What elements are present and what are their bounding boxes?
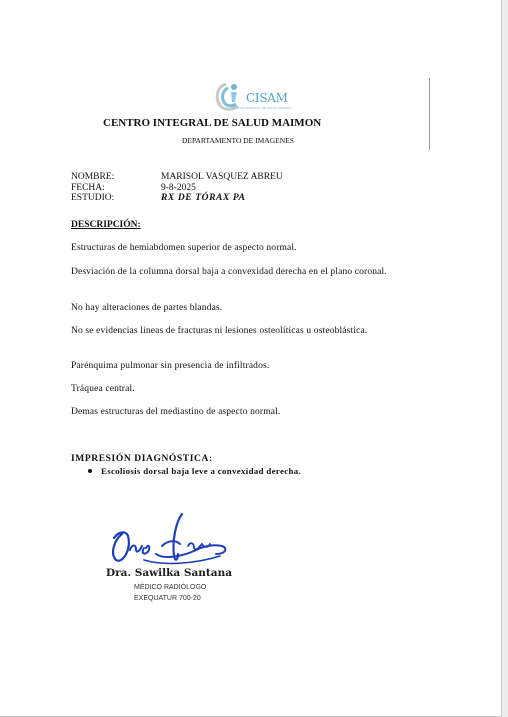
name-label: NOMBRE: <box>71 172 115 182</box>
logo-text: CISAM <box>246 91 288 105</box>
header-divider <box>429 78 430 150</box>
description-paragraph: Demas estructuras del mediastino de aspecto normal. <box>71 407 281 417</box>
description-paragraph: No hay alteraciones de partes blandas. <box>71 303 223 313</box>
signer-license: EXEQUATUR 700-20 <box>134 595 201 602</box>
study-value: RX DE TÓRAX PA <box>161 193 246 203</box>
description-paragraph: Tráquea central. <box>71 384 135 394</box>
viewer-scroll-gutter[interactable] <box>502 0 508 717</box>
study-label: ESTUDIO: <box>71 193 115 203</box>
description-paragraph: No se evidencias líneas de fracturas ni lesiones osteolíticas u osteoblástica. <box>71 326 368 336</box>
department-name: DEPARTAMENTO DE IMAGENES <box>182 136 294 145</box>
impression-list <box>88 466 301 476</box>
impression-item: Escoliosis dorsal baja leve a convexidad derecha. <box>88 466 301 476</box>
signer-name: Dra. Sawilka Santana <box>106 567 232 579</box>
handwritten-signature-icon <box>104 510 234 572</box>
date-label: FECHA: <box>71 182 105 193</box>
description-paragraph: Parénquima pulmonar sin presencia de infiltrados. <box>71 361 270 371</box>
organization-name: CENTRO INTEGRAL DE SALUD MAIMON <box>103 117 322 129</box>
description-paragraph: Desviación de la columna dorsal baja a convexidad derecha en el plano coronal. <box>71 267 387 277</box>
description-paragraph: Estructuras de hemiabdomen superior de aspecto normal. <box>71 243 297 253</box>
name-value: MARISOL VASQUEZ ABREU <box>161 172 283 182</box>
description-heading: DESCRIPCIÓN: <box>71 220 141 230</box>
signer-title: MÉDICO RADIÓLOGO <box>134 584 207 591</box>
impression-heading: IMPRESIÓN DIAGNÓSTICA: <box>71 454 213 464</box>
logo-subtext: CENTRO INTEGRAL DE SALUD MAIMON <box>231 106 292 110</box>
date-value: 9-8-2025 <box>161 182 196 193</box>
